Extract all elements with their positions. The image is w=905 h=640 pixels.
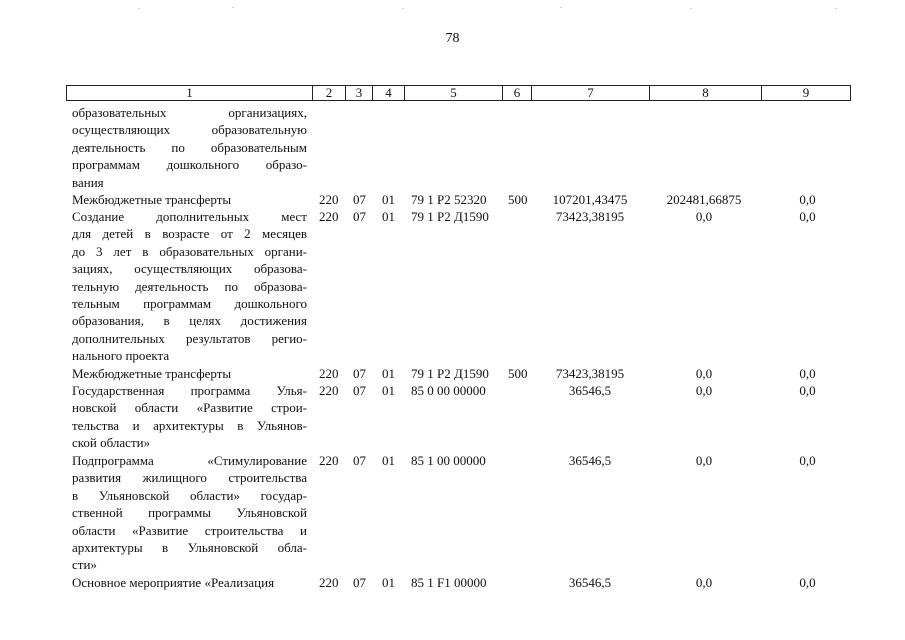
cell-c6: 500: [508, 192, 528, 207]
cell-c7: 107201,43475: [552, 192, 628, 207]
description-line: до 3 лет в образовательных органи-: [72, 243, 307, 259]
cell-c2: 220: [319, 366, 339, 381]
description-line: новской области «Развитие строи-: [72, 400, 307, 416]
row-description: [72, 208, 307, 365]
header-col-8: 8: [649, 86, 761, 100]
cell-c5: 85 1 00 00000: [411, 453, 486, 468]
description-line: образовательных организациях,: [72, 105, 307, 120]
cell-c7: 36546,5: [568, 575, 612, 590]
header-col-1: 1: [186, 85, 193, 100]
cell-c3: 07: [353, 209, 366, 224]
header-col-5: 5: [404, 86, 502, 100]
description-line: области «Развитие строительства и: [72, 522, 307, 538]
description-line: развития жилищного строительства: [72, 470, 307, 486]
header-col-6: 6: [502, 86, 531, 100]
description-line: вания: [72, 174, 104, 190]
row-description: [72, 452, 307, 574]
cell-c8: 0,0: [695, 383, 713, 398]
cell-c8: 0,0: [695, 209, 713, 224]
description-line: сти»: [72, 557, 97, 573]
cell-c7: 36546,5: [568, 453, 612, 468]
cell-c9: 0,0: [799, 209, 816, 224]
description-line: ственной программы Ульяновской: [72, 505, 307, 521]
description-line: зациях, осуществляющих образова-: [72, 261, 307, 277]
cell-c3: 07: [353, 383, 366, 398]
description-line: Государственная программа Улья-: [72, 383, 307, 398]
description-line: Создание дополнительных мест: [72, 209, 307, 224]
description-line: нального проекта: [72, 348, 170, 364]
description-line: для детей в возрасте от 2 месяцев: [72, 226, 307, 242]
cell-c2: 220: [319, 192, 339, 207]
cell-c9: 0,0: [799, 575, 816, 590]
description-line: осуществляющих образовательную: [72, 122, 307, 138]
row-description: [72, 104, 307, 191]
cell-c2: 220: [319, 209, 339, 224]
description-line: тельную деятельность по образова-: [72, 278, 307, 294]
cell-c3: 07: [353, 575, 366, 590]
cell-c4: 01: [382, 366, 395, 381]
header-col-2: 2: [312, 86, 345, 100]
header-col-4: 4: [372, 86, 404, 100]
cell-c7: 36546,5: [568, 383, 612, 398]
cell-c5: 85 1 F1 00000: [411, 575, 487, 590]
page-number: 78: [445, 31, 460, 46]
cell-c5: 79 1 P2 52320: [411, 192, 487, 207]
cell-c2: 220: [319, 453, 339, 468]
description-line: образования, в целях достижения: [72, 313, 307, 329]
row-description: [72, 574, 307, 591]
description-line: ской области»: [72, 435, 151, 451]
cell-c2: 220: [319, 383, 339, 398]
cell-c2: 220: [319, 575, 339, 590]
cell-c4: 01: [382, 383, 395, 398]
description-line: дополнительных результатов регио-: [72, 330, 307, 346]
cell-c5: 79 1 P2 Д1590: [411, 366, 489, 381]
cell-c5: 79 1 P2 Д1590: [411, 209, 489, 224]
cell-c7: 73423,38195: [555, 366, 625, 381]
header-col-9: 9: [761, 86, 850, 100]
cell-c9: 0,0: [799, 453, 816, 468]
description-line: деятельность по образовательным: [72, 139, 307, 155]
cell-c8: 202481,66875: [666, 192, 742, 207]
cell-c6: 500: [508, 366, 528, 381]
cell-c3: 07: [353, 366, 366, 381]
row-description: [72, 191, 307, 208]
header-col-3: 3: [345, 86, 372, 100]
cell-c3: 07: [353, 453, 366, 468]
cell-c7: 73423,38195: [555, 209, 625, 224]
description-line: в Ульяновской области» государ-: [72, 487, 307, 503]
cell-c8: 0,0: [695, 453, 713, 468]
description-line: Подпрограмма «Стимулирование: [72, 453, 307, 468]
cell-c5: 85 0 00 00000: [411, 383, 486, 398]
description-line: тельным программам дошкольного: [72, 296, 307, 312]
cell-c4: 01: [382, 192, 395, 207]
cell-c9: 0,0: [799, 366, 816, 381]
cell-c4: 01: [382, 453, 395, 468]
table-header-row: [66, 85, 851, 101]
description-line: архитектуры в Ульяновской обла-: [72, 540, 307, 556]
cell-c4: 01: [382, 209, 395, 224]
description-line: Основное мероприятие «Реализация: [72, 575, 275, 590]
cell-c8: 0,0: [695, 366, 713, 381]
description-line: Межбюджетные трансферты: [72, 366, 232, 381]
cell-c8: 0,0: [695, 575, 713, 590]
cell-c4: 01: [382, 575, 395, 590]
header-col-7: 7: [531, 86, 649, 100]
description-line: тельства и архитектуры в Ульянов-: [72, 417, 307, 433]
description-line: программам дошкольного образо-: [72, 157, 307, 173]
cell-c3: 07: [353, 192, 366, 207]
row-description: [72, 365, 307, 382]
row-description: [72, 382, 307, 452]
cell-c9: 0,0: [799, 383, 816, 398]
cell-c9: 0,0: [799, 192, 816, 207]
description-line: Межбюджетные трансферты: [72, 192, 232, 207]
